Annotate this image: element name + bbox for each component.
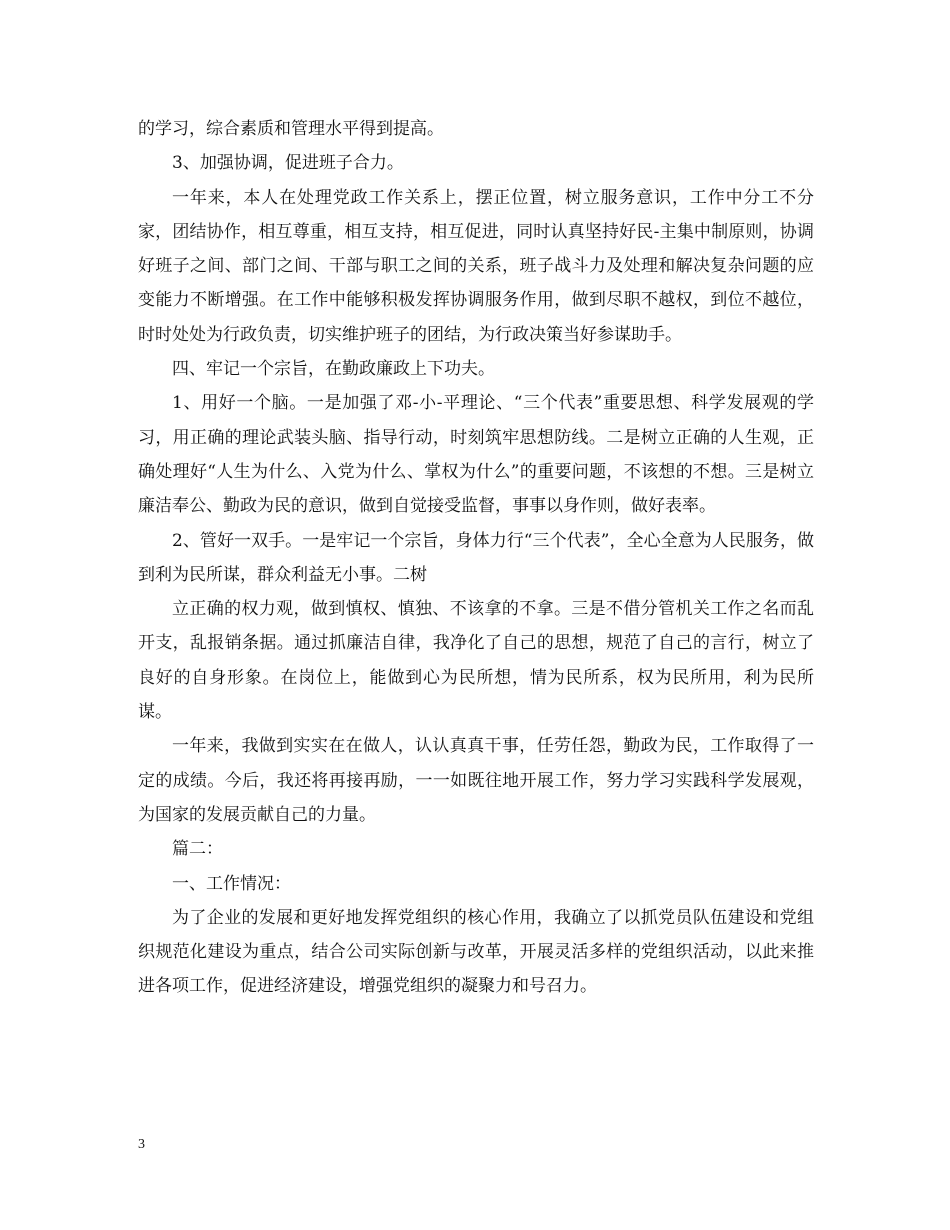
paragraph: 为了企业的发展和更好地发挥党组织的核心作用，我确立了以抓党员队伍建设和党组织规范化建设为重点，结合公司实际创新与改革，开展灵活多样的党组织活动，以此来推进各项工作，促进经济建设，增强党组织的凝聚力和号召力。: [138, 907, 814, 997]
paragraph: 一年来，本人在处理党政工作关系上，摆正位置，树立服务意识，工作中分工不分家，团结协作，相互尊重，相互支持，相互促进，同时认真坚持好民-主集中制原则，协调好班子之间、部门之间、干部与职工之间的关系，班子战斗力及处理和解决复杂问题的应变能力不断增强。在工作中能够积极发挥协调服务作用，做到尽职不越权，到位不越位，时时处处为行政负责，切实维护班子的团结，为行政决策当好参谋助手。: [138, 187, 814, 345]
paragraph: 1、用好一个脑。一是加强了邓-小-平理论、“三个代表”重要思想、科学发展观的学习，用正确的理论武装头脑、指导行动，时刻筑牢思想防线。二是树立正确的人生观，正确处理好“人生为什么、入党为什么、掌权为什么”的重要问题，不该想的不想。三是树立廉洁奉公、勤政为民的意识，做到自觉接受监督，事事以身作则，做好表率。: [138, 393, 814, 517]
paragraph: 一、工作情况：: [172, 873, 291, 894]
paragraph: 立正确的权力观，做到慎权、慎独、不该拿的不拿。三是不借分管机关工作之名而乱开支，乱报销条据。通过抓廉洁自律，我净化了自己的思想，规范了自己的言行，树立了良好的自身形象。在岗位上，能做到心为民所想，情为民所系，权为民所用，利为民所谋。: [138, 599, 814, 723]
paragraph: 一年来，我做到实实在在做人，认认真真干事，任劳任怨，勤政为民，工作取得了一定的成绩。今后，我还将再接再励，一一如既往地开展工作，努力学习实践科学发展观，为国家的发展贡献自己的力量。: [138, 736, 814, 825]
paragraph: 篇二：: [172, 839, 223, 860]
body-text: [138, 112, 814, 1004]
paragraph: 的学习，综合素质和管理水平得到提高。: [138, 119, 444, 139]
paragraph: 3、加强协调，促进班子合力。: [172, 153, 404, 174]
paragraph: 四、牢记一个宗旨，在勤政廉政上下功夫。: [172, 359, 495, 380]
page-number: 3: [138, 1137, 145, 1152]
paragraph: 2、管好一双手。一是牢记一个宗旨，身体力行“三个代表”，全心全意为人民服务，做到利为民所谋，群众利益无小事。二树: [138, 530, 814, 585]
